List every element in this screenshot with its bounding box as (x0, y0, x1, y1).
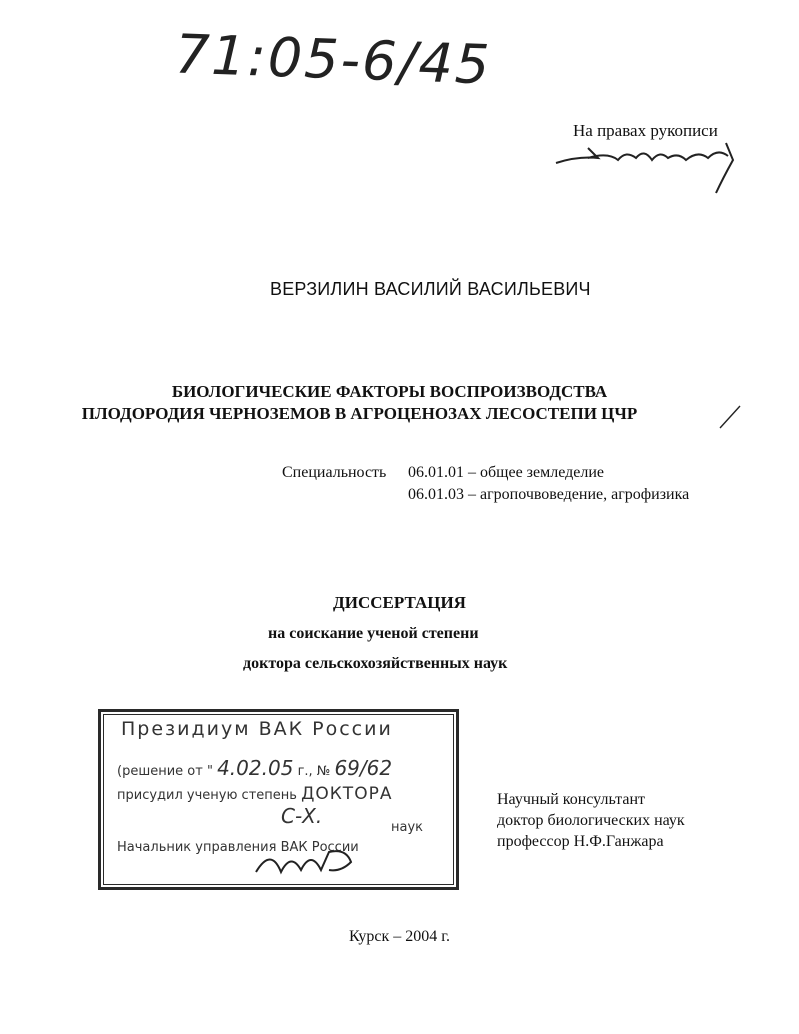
stamp-field: С-Х. (281, 804, 323, 828)
specialty-item: 06.01.03 – агропочвоведение, агрофизика (408, 486, 690, 503)
stamp-title: Президиум ВАК России (121, 718, 393, 740)
stamp-number-prefix: г., № (297, 764, 331, 779)
thesis-title-line-2: ПЛОДОРОДИЯ ЧЕРНОЗЕМОВ В АГРОЦЕНОЗАХ ЛЕСОСТЕПИ ЦЧР (81, 404, 638, 423)
specialty-label: Специальность (282, 464, 387, 481)
stamp-chief: Начальник управления ВАК России (117, 840, 359, 855)
consultant-name: профессор Н.Ф.Ганжара (497, 833, 664, 850)
stamp-decision-prefix: (решение от " (117, 764, 213, 779)
stamp-date: 4.02.05 (217, 756, 294, 780)
consultant-degree: доктор биологических наук (497, 812, 685, 829)
stamp-awarded-line (117, 784, 392, 804)
stamp-field-suffix: наук (391, 820, 424, 835)
handwritten-catalog-number: 71:05-6/45 (173, 22, 493, 97)
thesis-title-line-1: БИОЛОГИЧЕСКИЕ ФАКТОРЫ ВОСПРОИЗВОДСТВА (171, 382, 608, 401)
dissertation-degree-line: на соискание ученой степени (268, 625, 479, 642)
scientific-consultant (497, 789, 685, 852)
author-name: ВЕРЗИЛИН ВАСИЛИЙ ВАСИЛЬЕВИЧ (270, 279, 591, 299)
pen-mark (718, 404, 742, 430)
stamp-number: 69/62 (334, 756, 393, 780)
stamp-signature (251, 842, 371, 882)
consultant-role: Научный консультант (497, 791, 645, 808)
manuscript-rights: На правах рукописи (573, 121, 718, 140)
specialty-item: 06.01.01 – общее земледелие (408, 464, 604, 481)
stamp-degree: ДОКТОРА (301, 784, 393, 804)
city-year: Курск – 2004 г. (348, 928, 451, 945)
dissertation-heading: ДИССЕРТАЦИЯ (333, 593, 466, 612)
stamp-awarded-text: присудил ученую степень (117, 788, 297, 803)
dissertation-degree-field: доктора сельскохозяйственных наук (243, 655, 508, 672)
signature (548, 138, 748, 198)
vak-stamp (98, 709, 459, 890)
stamp-decision-line (117, 756, 392, 780)
